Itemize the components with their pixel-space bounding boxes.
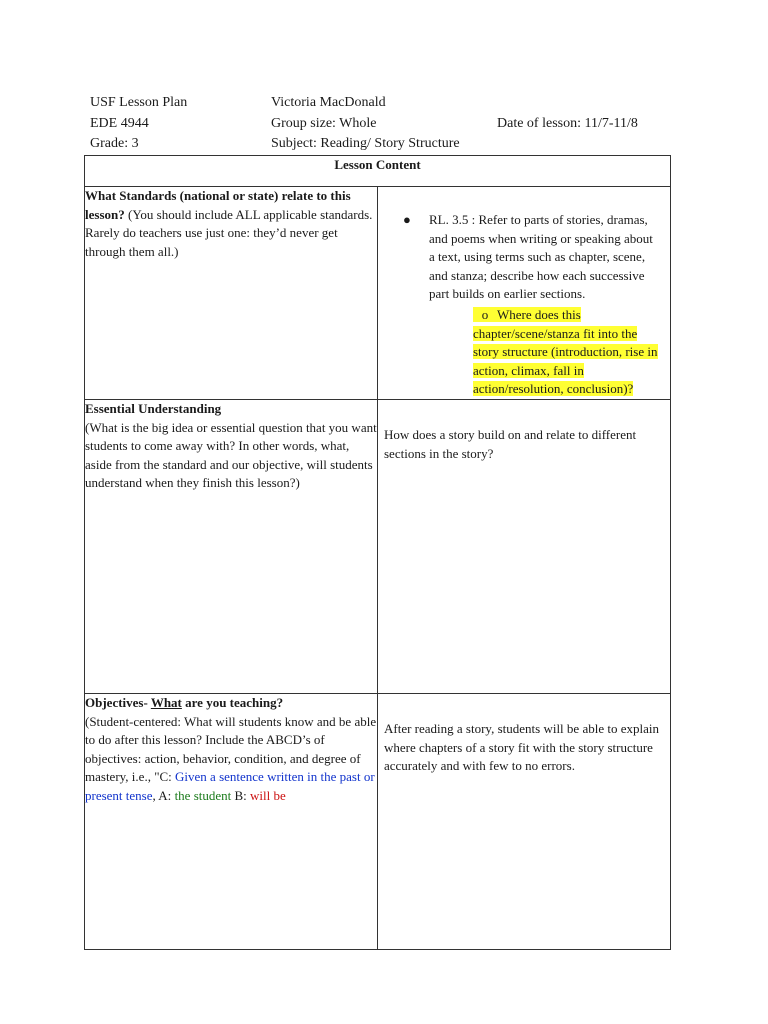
- objectives-label-cell: Objectives- What are you teaching? (Student-centered: What will students know and be able to do after this lesson? Include the ABCD’s of objectives: action, behavior, condition, and degree of mastery, i.e., "C: Given a sentence written in the past or present tense, A: the student B: will be: [85, 693, 378, 949]
- lesson-content-title: Lesson Content: [85, 156, 671, 187]
- objectives-answer: After reading a story, students will be able to explain where chapters of a story fit with the story structure accurately and with few to no errors.: [384, 720, 659, 774]
- subject-label: Subject: Reading/ Story Structure: [271, 136, 460, 151]
- plan-label: USF Lesson Plan: [90, 95, 188, 110]
- lesson-date: Date of lesson: 11/7-11/8: [497, 116, 638, 131]
- standard-text: RL. 3.5 : Refer to parts of stories, dramas, and poems when writing or speaking about a text, using terms such as chapter, scene, and stanza; describe how each successive part builds on earlier sections.: [429, 212, 653, 302]
- objectives-content-cell: [378, 693, 671, 949]
- example-audience: the student: [174, 787, 232, 803]
- lesson-plan-table: [84, 155, 671, 950]
- teacher-name: Victoria MacDonald: [271, 95, 386, 110]
- objectives-heading: Objectives- What are you teaching?: [85, 694, 284, 710]
- example-behavior: will be: [250, 787, 286, 803]
- essential-answer: How does a story build on and relate to different sections in the story?: [384, 426, 637, 461]
- essential-label-cell: [85, 399, 378, 693]
- standards-heading: What Standards (national or state) relate to this lesson?: [85, 188, 351, 222]
- essential-content-cell: [378, 399, 671, 693]
- standards-content-cell: [378, 187, 671, 400]
- essential-heading: Essential Understanding: [85, 400, 222, 416]
- course-code: EDE 4944: [90, 116, 149, 131]
- standard-subquestion: Where does this chapter/scene/stanza fit into the story structure (introduction, rise in action, climax, fall in action/resolution, conclusion)?: [473, 306, 658, 397]
- essential-note: (What is the big idea or essential question that you want students to come away with? In other words, what, aside from the standard and our objective, will students understand when they finish this lesson?): [85, 419, 377, 491]
- objectives-note: (Student-centered: What will students know and be able to do after this lesson? Include the ABCD’s of objectives: action, behavior, condition, and degree of mastery, i.e., "C:: [85, 713, 377, 785]
- group-size: Group size: Whole: [271, 116, 377, 131]
- sub-bullet-icon: o: [481, 306, 489, 322]
- standards-label-cell: [85, 187, 378, 400]
- grade-label: Grade: 3: [90, 136, 139, 151]
- standards-note: (You should include ALL applicable standards. Rarely do teachers use just one: they’d never get through them all.): [85, 206, 373, 259]
- example-condition: Given a sentence written in the past or present tense: [85, 769, 375, 803]
- bullet-icon: ●: [403, 212, 411, 227]
